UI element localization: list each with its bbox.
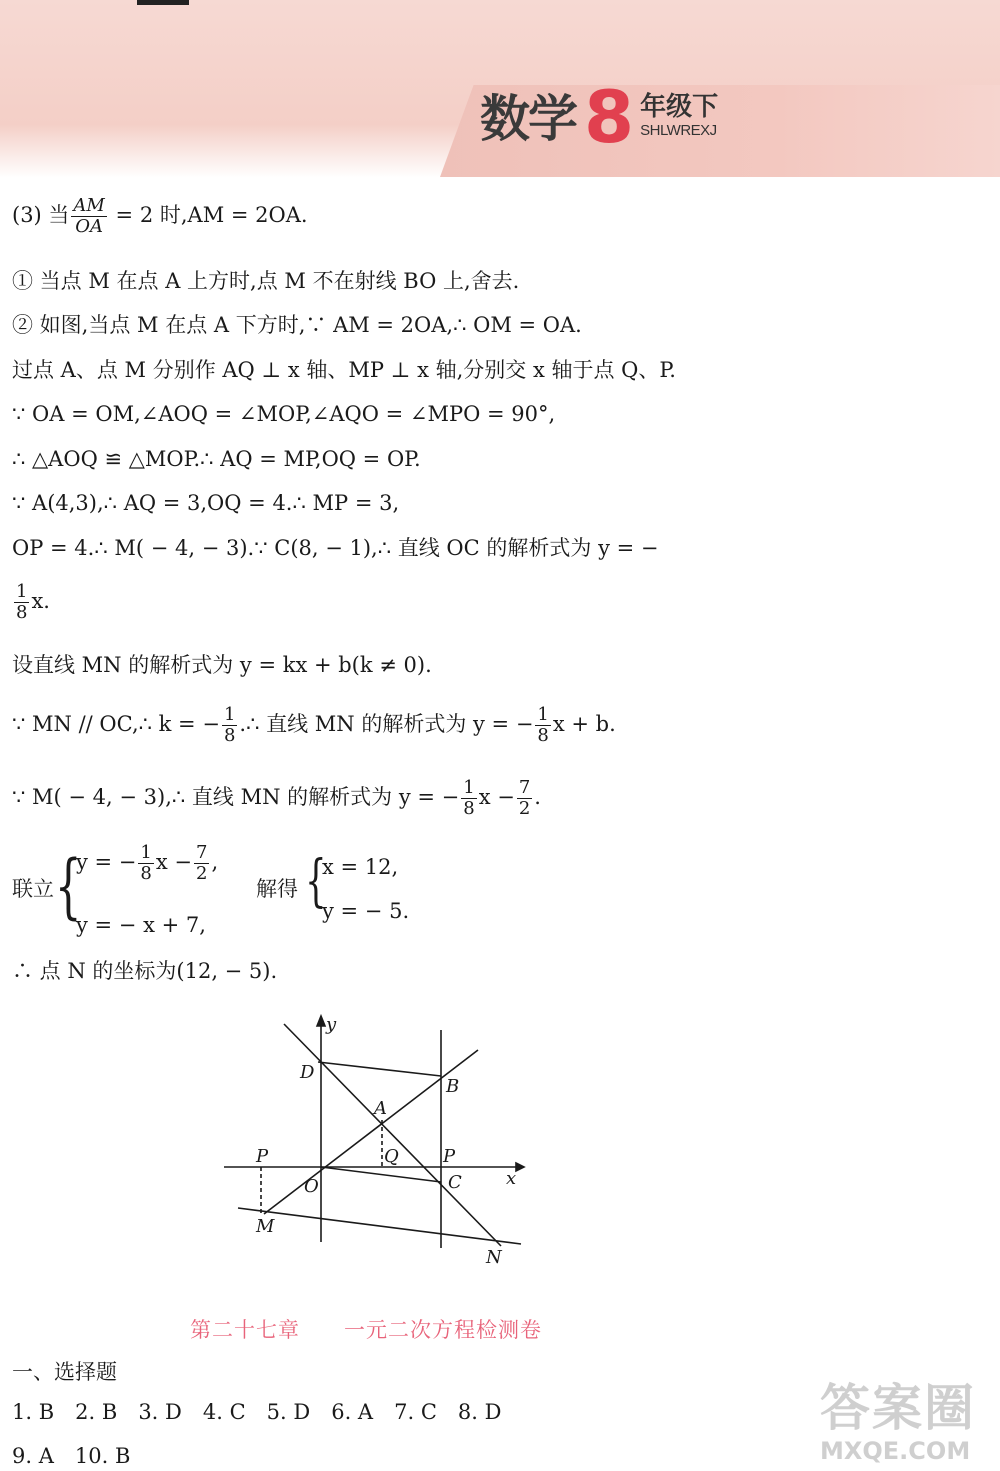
answer-item: 7. C: [394, 1400, 437, 1424]
solution-line-8: OP = 4.∴ M( − 4, − 3).∵ C(8, − 1),∴ 直线 OC 的解析式为 y = −: [12, 536, 659, 560]
label-b: B: [446, 1076, 460, 1097]
answer-item: 2. B: [75, 1400, 118, 1424]
section-title: 一、选择题: [12, 1360, 117, 1384]
label-p-left: P: [256, 1146, 269, 1167]
label-m: M: [256, 1216, 275, 1237]
answer-item: 9. A: [12, 1444, 54, 1468]
answer-item: 3. D: [138, 1400, 182, 1424]
answer-item: 5. D: [266, 1400, 311, 1424]
solution-line-2: ① 当点 M 在点 A 上方时,点 M 不在射线 BO 上,舍去.: [12, 269, 520, 293]
fraction: $\frac{1}{8}$: [463, 777, 475, 819]
label-p-right: P: [443, 1146, 456, 1167]
answers-row-2: [12, 1444, 151, 1468]
solution-line-10: 设直线 MN 的解析式为 y = kx + b(k ≠ 0).: [12, 653, 432, 677]
brand-subject: 数学: [480, 90, 576, 148]
label-d: D: [300, 1062, 315, 1083]
label-q: Q: [384, 1146, 399, 1167]
label-y: y: [326, 1014, 337, 1035]
fraction: $\frac{7}{2}$: [195, 842, 208, 884]
answer-item: 10. B: [74, 1444, 131, 1468]
chapter-title: 第二十七章 一元二次方程检测卷: [190, 1318, 542, 1342]
brand-grade-label: 年级下: [640, 92, 719, 122]
right-brace: {: [305, 849, 327, 914]
brand-side: [640, 92, 718, 139]
brand-grade-number: 8: [584, 75, 635, 159]
equation-system: [12, 843, 432, 943]
solution-line-12: ∵ M( − 4, − 3),∴ 直线 MN 的解析式为 y = − $\frac{1}{8}$ x − $\frac{7}{2}$ .: [12, 777, 541, 819]
watermark-url: MXQE.COM: [820, 1437, 971, 1465]
label-o: O: [304, 1176, 319, 1197]
solution-x: x = 12,: [322, 855, 399, 879]
answer-item: 8. D: [457, 1400, 502, 1424]
x-axis-arrow: [516, 1163, 524, 1171]
fraction: $\frac{1}{8}$: [223, 704, 236, 746]
fraction: $\frac{1}{8}$: [140, 842, 152, 884]
solution-line-4: 过点 A、点 M 分别作 AQ ⊥ x 轴、MP ⊥ x 轴,分别交 x 轴于点 Q、P.: [12, 358, 676, 382]
solution-y: y = − 5.: [322, 899, 410, 923]
solution-line-11: ∵ MN // OC,∴ k = − $\frac{1}{8}$ .∴ 直线 MN 的解析式为 y = − $\frac{1}{8}$ x + b.: [12, 704, 616, 746]
solution-line-9: $\frac{1}{8}$ x.: [16, 581, 50, 623]
answer-item: 6. A: [331, 1400, 374, 1424]
fraction: $\frac{1}{8}$: [16, 581, 28, 623]
answer-item: 1. B: [12, 1400, 55, 1424]
left-brace: {: [54, 845, 82, 927]
solution-line-6: ∴ △AOQ ≌ △MOP.∴ AQ = MP,OQ = OP.: [12, 447, 421, 471]
line-mn: [238, 1208, 521, 1244]
y-axis-arrow: [317, 1016, 325, 1026]
watermark: [820, 1380, 1000, 1471]
solution-line-5: ∵ OA = OM,∠AOQ = ∠MOP,∠AQO = ∠MPO = 90°,: [12, 402, 556, 426]
label-n: N: [486, 1247, 502, 1268]
geometry-svg: [216, 1010, 536, 1272]
label-a: A: [374, 1098, 387, 1119]
top-mark: [137, 0, 189, 5]
brand-code: SHLWREXJ: [640, 122, 717, 139]
answer-item: 4. C: [202, 1400, 246, 1424]
solution-line-14: ∴ 点 N 的坐标为(12, − 5).: [12, 959, 278, 983]
system-equation-2: y = − x + 7,: [76, 913, 206, 937]
segment-oc: [321, 1167, 441, 1182]
fraction: $\frac{AM}{OA}$: [73, 195, 105, 237]
fraction: $\frac{7}{2}$: [518, 777, 531, 819]
solution-line-7: ∵ A(4,3),∴ AQ = 3,OQ = 4.∴ MP = 3,: [12, 491, 400, 515]
label-c: C: [448, 1172, 462, 1193]
answers-row-1: [12, 1400, 522, 1424]
watermark-text: 答案圈: [820, 1379, 976, 1437]
system-equation-1: y = − $\frac{1}{8}$ x − $\frac{7}{2}$ ,: [76, 842, 219, 884]
segment-db: [318, 1062, 441, 1076]
solution-line-3: ② 如图,当点 M 在点 A 下方时,∵ AM = 2OA,∴ OM = OA.: [12, 313, 582, 337]
solve-label: 解得: [256, 877, 298, 901]
book-brand: [480, 75, 719, 159]
solution-line-1: (3) 当 $\frac{AM}{OA}$ = 2 时,AM = 2OA.: [12, 195, 308, 237]
geometry-figure: [216, 1010, 536, 1272]
system-label: 联立: [12, 877, 54, 901]
label-x: x: [506, 1168, 517, 1189]
fraction: $\frac{1}{8}$: [537, 704, 549, 746]
